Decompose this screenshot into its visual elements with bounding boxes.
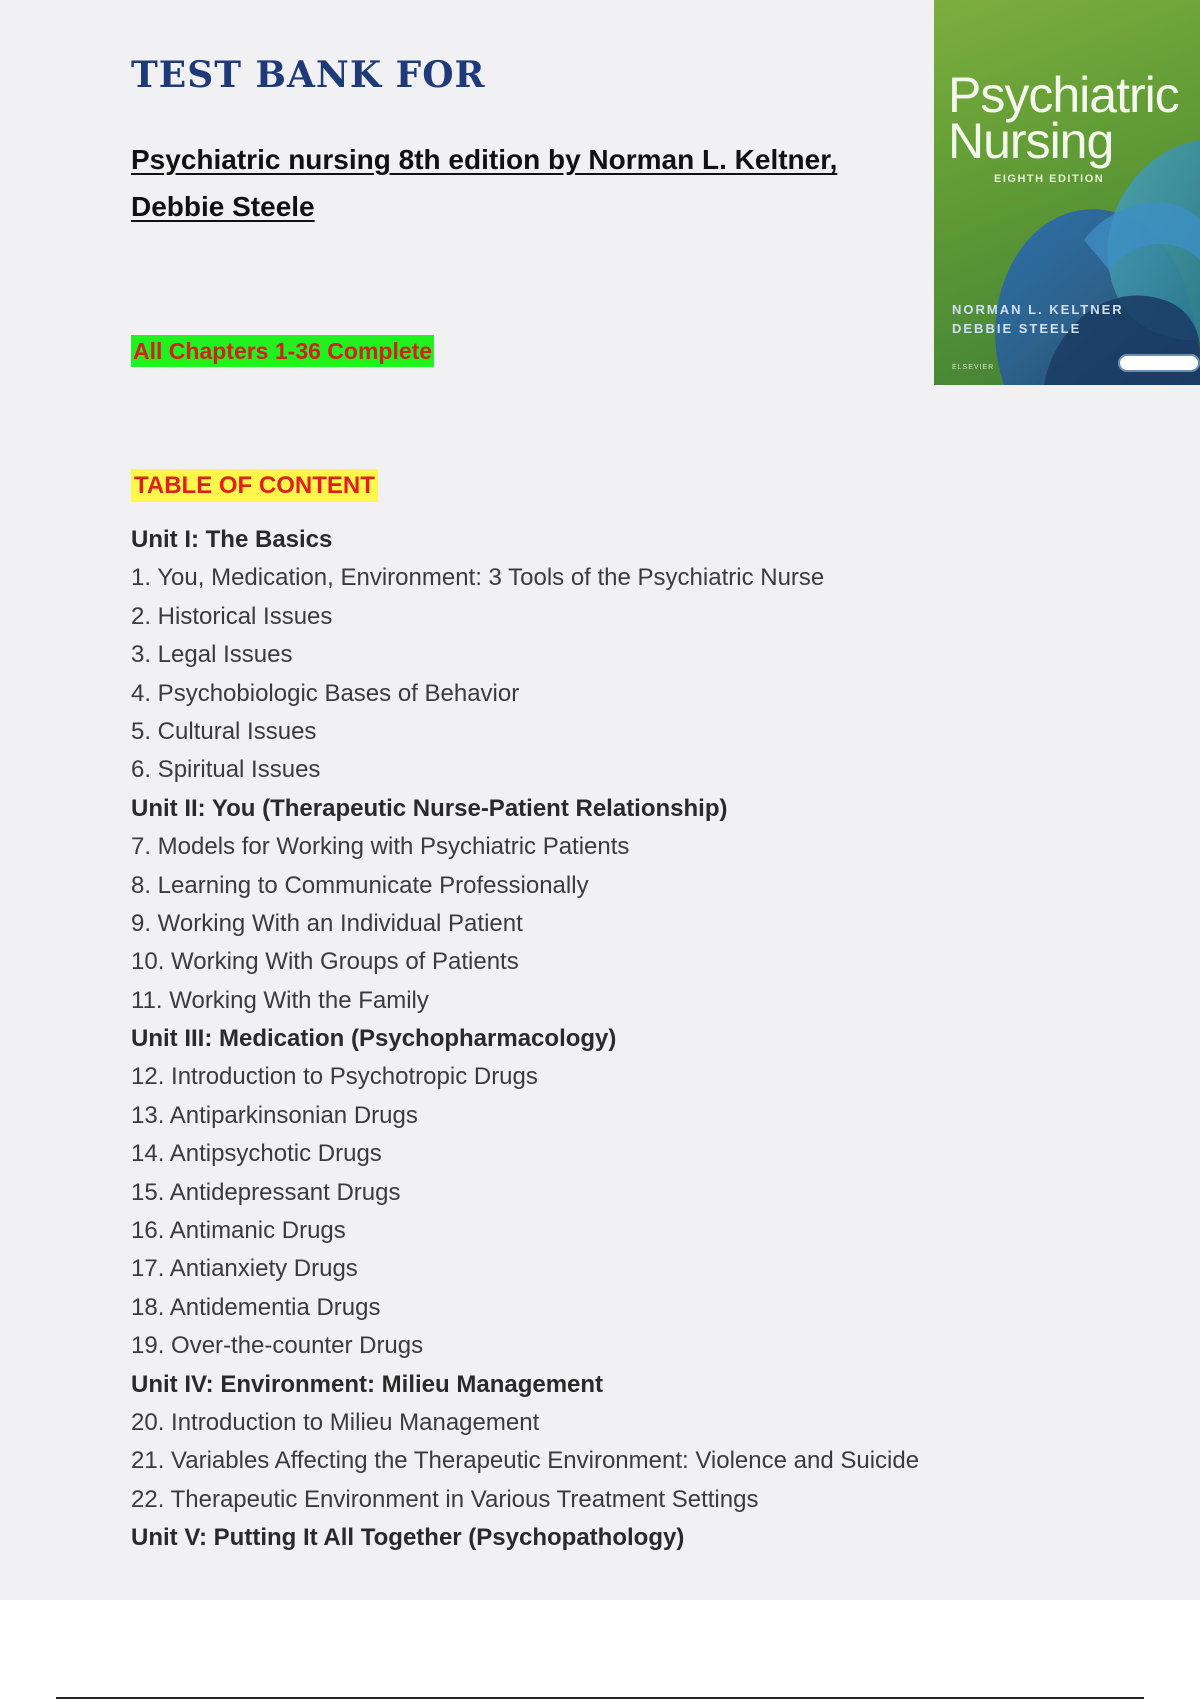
book-cover-image <box>934 0 1200 385</box>
book-subtitle-line-1: Psychiatric nursing 8th edition by Norman L. Keltner, <box>131 144 838 175</box>
table-of-content-heading: TABLE OF CONTENT <box>131 469 378 502</box>
toc-unit-heading: Unit II: You (Therapeutic Nurse-Patient Relationship) <box>131 794 728 822</box>
cover-publisher: ELSEVIER <box>952 364 995 371</box>
toc-chapter-item: 15. Antidepressant Drugs <box>131 1178 401 1206</box>
toc-chapter-item: 4. Psychobiologic Bases of Behavior <box>131 679 520 707</box>
toc-chapter-item: 22. Therapeutic Environment in Various Treatment Settings <box>131 1485 759 1513</box>
page-divider <box>56 1697 1144 1699</box>
toc-chapter-item: 3. Legal Issues <box>131 641 293 669</box>
toc-chapter-item: 8. Learning to Communicate Professionally <box>131 871 589 899</box>
document-title: TEST BANK FOR <box>131 54 486 96</box>
toc-unit-heading: Unit IV: Environment: Milieu Management <box>131 1370 604 1398</box>
toc-chapter-item: 9. Working With an Individual Patient <box>131 909 523 937</box>
cover-author: DEBBIE STEELE <box>952 321 1082 336</box>
toc-chapter-item: 18. Antidementia Drugs <box>131 1293 381 1321</box>
toc-chapter-item: 17. Antianxiety Drugs <box>131 1255 358 1283</box>
toc-chapter-item: 14. Antipsychotic Drugs <box>131 1140 382 1168</box>
toc-chapter-item: 20. Introduction to Milieu Management <box>131 1408 540 1436</box>
toc-unit-heading: Unit I: The Basics <box>131 526 333 553</box>
cover-author: NORMAN L. KELTNER <box>952 302 1124 317</box>
book-subtitle <box>131 136 861 230</box>
toc-chapter-item: 12. Introduction to Psychotropic Drugs <box>131 1063 538 1091</box>
toc-chapter-item: 13. Antiparkinsonian Drugs <box>131 1101 418 1129</box>
toc-chapter-item: 5. Cultural Issues <box>131 717 317 745</box>
toc-chapter-item: 11. Working With the Family <box>131 986 429 1014</box>
cover-authors <box>952 300 1124 338</box>
cover-title-line-2: Nursing <box>948 113 1114 169</box>
chapters-complete-badge: All Chapters 1-36 Complete <box>131 335 434 367</box>
toc-chapter-item: 21. Variables Affecting the Therapeutic Environment: Violence and Suicide <box>131 1447 920 1475</box>
cover-title-line-1: Psychiatric <box>948 67 1179 123</box>
cover-title <box>948 67 1179 169</box>
book-subtitle-line-2: Debbie Steele <box>131 191 315 222</box>
toc-chapter-item: 16. Antimanic Drugs <box>131 1217 346 1245</box>
toc-chapter-item: 1. You, Medication, Environment: 3 Tools of the Psychiatric Nurse <box>131 564 825 592</box>
toc-unit-heading: Unit III: Medication (Psychopharmacology) <box>131 1025 617 1053</box>
toc-chapter-item: 7. Models for Working with Psychiatric Patients <box>131 833 630 861</box>
cover-edition: EIGHTH EDITION <box>994 173 1105 185</box>
toc-unit-heading: Unit V: Putting It All Together (Psychopathology) <box>131 1524 685 1552</box>
cover-seal-badge <box>1118 354 1200 372</box>
table-of-content-list <box>131 521 1031 1558</box>
toc-chapter-item: 6. Spiritual Issues <box>131 756 321 784</box>
toc-chapter-item: 10. Working With Groups of Patients <box>131 948 519 976</box>
toc-chapter-item: 19. Over-the-counter Drugs <box>131 1332 424 1360</box>
toc-chapter-item: 2. Historical Issues <box>131 602 333 630</box>
